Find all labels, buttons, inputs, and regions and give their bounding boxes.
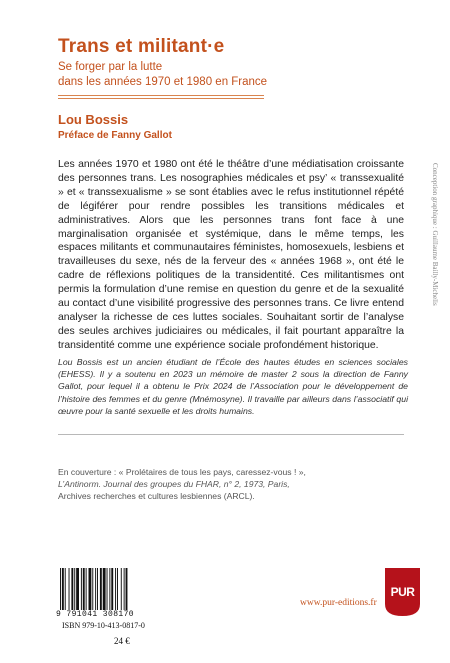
barcode-digits: 9 791041 308170 — [56, 610, 160, 619]
preface-credit: Préface de Fanny Gallot — [58, 130, 172, 141]
isbn: ISBN 979-10-413-0817-0 — [62, 621, 145, 630]
author-bio: Lou Bossis est un ancien étudiant de l’École des hautes études en sciences sociales (EHESS). Il y a soutenu en 2023 un mémoire de master 2 sous la direction de Fanny Gallot, pour lequel il a obtenu le Prix 2024 de l’Association pour le développement de l’histoire des femmes et du genre (Mnémosyne). Il travaille par ailleurs dans l’associatif qui œuvre pour la santé sexuelle et les droits humains. — [58, 357, 408, 416]
price: 24 € — [114, 636, 130, 646]
book-subtitle — [58, 60, 267, 90]
subtitle-line-1: Se forger par la lutte — [58, 61, 163, 73]
publisher-logo-text: PUR — [390, 585, 415, 599]
design-credit: Conception graphique : Guillaume Bailly-Michelis — [431, 163, 439, 306]
author-name: Lou Bossis — [58, 112, 129, 127]
book-title: Trans et militant·e — [58, 36, 225, 57]
title-divider-bottom — [58, 98, 264, 99]
cover-credit — [58, 466, 404, 503]
cover-credit-line-1: En couverture : « Prolétaires de tous les pays, caressez-vous ! », — [58, 467, 306, 477]
section-divider — [58, 434, 404, 435]
subtitle-line-2: dans les années 1970 et 1980 en France — [58, 76, 268, 88]
cover-credit-line-3: Archives recherches et cultures lesbiennes (ARCL). — [58, 491, 255, 502]
book-summary: Les années 1970 et 1980 ont été le théâtre d’une médiatisation croissante des personnes trans. Les nosographies médicales et psy’ « transsexualité » et « transsexualisme » se sont établies avec le refus institutionnel répété de légiférer pour rendre possibles les transitions médicales et administratives. Alors que les personnes trans font face à une marginalisation organisée et systémique, dans le même temps, les espaces militants et communautaires féministes, homosexuels, lesbiens et travailleuses du sexe, nés de la ferveur des « années 1968 », ont été le cadre de réflexions politiques de la transidentité. Ces militantismes ont permis la formulation d’une remise en question du genre et de la sexualité au contact d’une visibilité progressive des personnes trans. Ce livre entend analyser la richesse de ces luttes sociales. Souhaitant sortir de l’analyse des seules archives judiciaires ou médicales, il fait pourtant apparaître la transidentité comme une expérience sociale profondément historique. — [58, 159, 404, 351]
publisher-website[interactable]: www.pur-editions.fr — [300, 598, 377, 608]
title-divider-top — [58, 95, 264, 96]
cover-credit-line-2: L’Antinorm. Journal des groupes du FHAR, n° 2, 1973, Paris, — [58, 479, 290, 490]
